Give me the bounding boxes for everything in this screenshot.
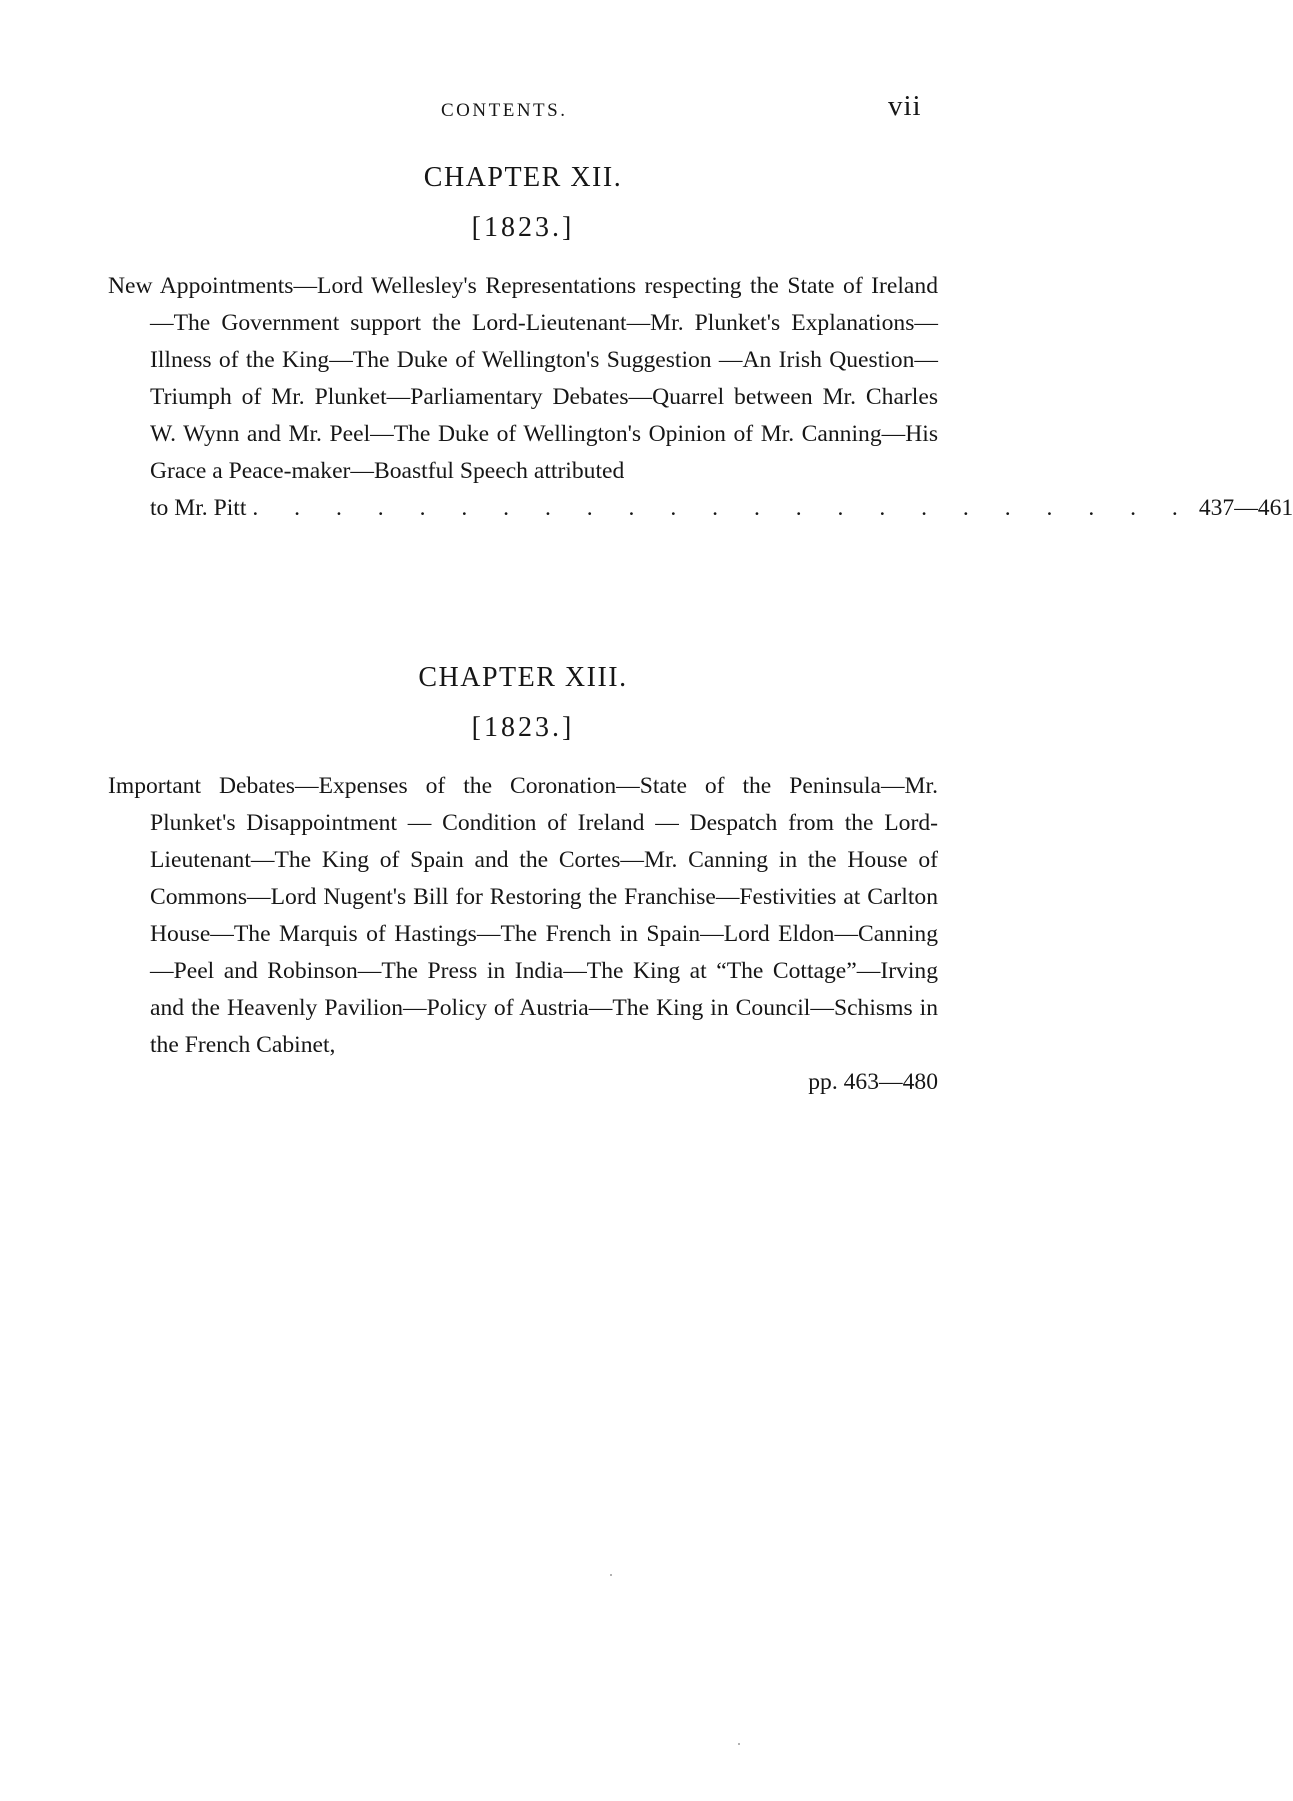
- running-title: CONTENTS.: [441, 100, 568, 121]
- page-range: pp. 463—480: [808, 1069, 938, 1095]
- chapter-year: [1823.]: [471, 212, 575, 243]
- page-range: 437—461: [1198, 495, 1293, 521]
- paper-speck: [738, 1743, 740, 1745]
- chapter-xii-entry: [108, 160, 1293, 527]
- dot-leader: . . . . . . . . . . . . . . . . . . . . . . .: [252, 495, 1193, 521]
- paper-speck: [610, 1574, 612, 1576]
- summary-last-line: to Mr. Pitt: [150, 495, 247, 521]
- chapter-summary: Important Debates—Expenses of the Coronation—State of the Peninsula—Mr. Plunket's Disappointment — Condition of Ireland — Despatch from the Lord-Lieutenant—The King of Spain and the Cortes—Mr. Canning in the House of Commons—Lord Nugent's Bill for Restoring the Franchise—Festivities at Carlton House—The Marquis of Hastings—The French in Spain—Lord Eldon—Canning—Peel and Robinson—The Press in India—The King at “The Cottage”—Irving and the Heavenly Pavilion—Policy of Austria—The King in Council—Schisms in the French Cabinet,: [108, 773, 938, 1058]
- chapter-title: CHAPTER XII.: [423, 162, 623, 193]
- chapter-xiii-entry: [108, 660, 938, 1101]
- chapter-year: [1823.]: [471, 712, 575, 743]
- running-head: [0, 90, 1051, 134]
- chapter-title: CHAPTER XIII.: [418, 662, 628, 693]
- toc-page-reference: [108, 490, 1293, 527]
- chapter-summary: New Appointments—Lord Wellesley's Representations respecting the State of Ireland—The Government support the Lord-Lieutenant—Mr. Plunket's Explanations—Illness of the King—The Duke of Wellington's Suggestion —An Irish Question—Triumph of Mr. Plunket—Parliamentary Debates—Quarrel between Mr. Charles W. Wynn and Mr. Peel—The Duke of Wellington's Opinion of Mr. Canning—His Grace a Peace-maker—Boastful Speech attributed: [108, 273, 938, 484]
- page-number: vii: [888, 90, 922, 122]
